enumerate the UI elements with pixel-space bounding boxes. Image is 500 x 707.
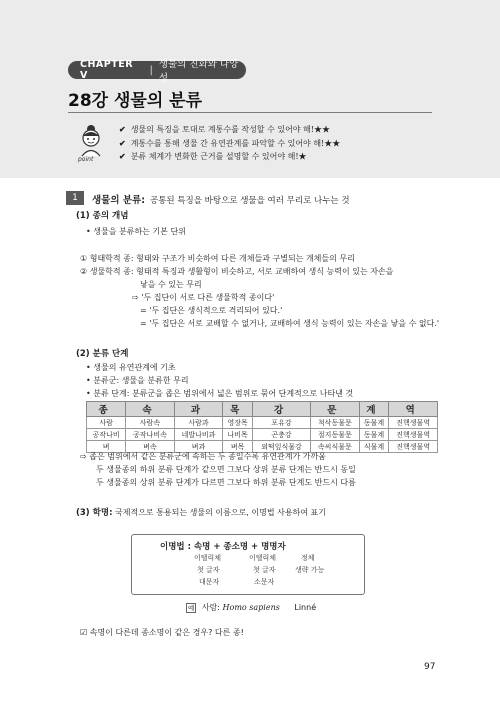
table-cell: 속씨식물문 bbox=[311, 441, 360, 453]
table-header-cell: 속 bbox=[126, 402, 175, 417]
table-cell: 진핵생물역 bbox=[389, 429, 438, 441]
table-cell: 벼목 bbox=[223, 441, 253, 453]
example-genus: Homo bbox=[222, 603, 247, 612]
stages-heading: (2) 분류 단계 bbox=[76, 349, 129, 359]
morphological-species: ① 형태학적 종: 형태와 구조가 비슷하여 다른 개체들과 구별되는 개체들의 무리 bbox=[80, 254, 355, 263]
concept-bullet: • 생물을 분류하는 기본 단위 bbox=[86, 227, 186, 236]
table-cell: 영장목 bbox=[223, 417, 253, 429]
point-label: point bbox=[78, 156, 94, 163]
chapter-title: 생물의 진화와 다양성 bbox=[158, 59, 239, 84]
question-line: ☑ 속명이 다른데 종소명이 같은 경우? 다른 종! bbox=[80, 628, 244, 637]
table-cell: 동물계 bbox=[359, 429, 389, 441]
binomial-note: 정체 bbox=[301, 554, 315, 562]
concept-heading: (1) 종의 개념 bbox=[76, 211, 129, 221]
species-eq-line: = '두 집단은 생식적으로 격리되어 있다.' bbox=[140, 306, 283, 315]
biological-species-cont: 낳을 수 있는 무리 bbox=[140, 280, 202, 289]
goal-item: ✔ 생물의 특징을 토대로 계통수를 작성할 수 있어야 해!★★ bbox=[119, 124, 331, 134]
binomial-example bbox=[186, 602, 316, 613]
scientific-name-heading: (3) 학명: bbox=[76, 508, 113, 518]
table-row bbox=[87, 429, 438, 441]
table-cell: 진핵생물역 bbox=[389, 441, 438, 453]
chapter-pill bbox=[68, 59, 246, 84]
table-cell: 식물계 bbox=[359, 441, 389, 453]
title-divider bbox=[68, 112, 432, 113]
point-character-icon bbox=[76, 123, 106, 157]
table-cell: 벼 bbox=[87, 441, 126, 453]
section-heading bbox=[92, 192, 350, 206]
table-cell: 벼과 bbox=[174, 441, 223, 453]
goal-item: ✔ 분류 체계가 변화한 근거를 설명할 수 있어야 해!★ bbox=[119, 151, 307, 161]
lesson-title: 28강 생물의 분류 bbox=[68, 91, 203, 111]
page-number: 97 bbox=[424, 662, 436, 672]
section-number: 1 bbox=[66, 191, 84, 205]
table-cell: 나비목 bbox=[223, 429, 253, 441]
example-label: 사람: bbox=[201, 603, 220, 612]
binomial-note: 이탤릭체 bbox=[249, 554, 277, 562]
chapter-label: CHAPTER Ⅴ bbox=[80, 59, 134, 81]
table-cell: 사람속 bbox=[126, 417, 175, 429]
section-definition: 공통된 특징을 바탕으로 생물을 여러 무리로 나누는 것 bbox=[150, 196, 350, 206]
binomial-note: 첫 글자 bbox=[197, 566, 220, 574]
check-icon: ✔ bbox=[119, 151, 126, 161]
species-arrow-line: ⇨ '두 집단이 서로 다른 생물학적 종이다' bbox=[132, 293, 275, 302]
binomial-note: 대문자 bbox=[199, 578, 220, 586]
section-title: 생물의 분류: bbox=[92, 195, 145, 206]
table-header-cell: 강 bbox=[253, 402, 311, 417]
scientific-name-line bbox=[76, 507, 326, 519]
classification-table bbox=[86, 401, 438, 453]
table-header-cell: 종 bbox=[87, 402, 126, 417]
stages-bullet: • 생물의 유연관계에 기초 bbox=[86, 363, 176, 372]
table-cell: 곤충강 bbox=[253, 429, 311, 441]
table-header-cell: 계 bbox=[359, 402, 389, 417]
table-cell: 절지동물문 bbox=[311, 429, 360, 441]
table-row bbox=[87, 417, 438, 429]
example-species: sapiens bbox=[249, 603, 280, 612]
learning-goals bbox=[119, 123, 340, 164]
binomial-note: 소문자 bbox=[254, 578, 275, 586]
binomial-note: 이탤릭체 bbox=[194, 554, 222, 562]
biological-species: ② 생물학적 종: 형태적 특징과 생활형이 비슷하고, 서로 교배하여 생식 능력이 있는 자손을 bbox=[80, 267, 394, 276]
goal-item: ✔ 계통수를 통해 생물 간 유연관계를 파악할 수 있어야 해!★★ bbox=[119, 137, 341, 148]
stages-note: 두 생물종의 상위 분류 단계가 다르면 그보다 하위 분류 단계도 반드시 다름 bbox=[96, 478, 356, 487]
table-cell: 포유강 bbox=[253, 417, 311, 429]
species-eq-line: = '두 집단은 서로 교배할 수 없거나, 교배하여 생식 능력이 있는 자손을 낳을 수 없다.' bbox=[140, 319, 440, 328]
example-author: Linné bbox=[294, 603, 317, 612]
table-cell: 공작나비속 bbox=[126, 429, 175, 441]
table-cell: 벼속 bbox=[126, 441, 175, 453]
table-cell: 외떡잎식물강 bbox=[253, 441, 311, 453]
table-header-cell: 목 bbox=[223, 402, 253, 417]
table-header-cell: 과 bbox=[174, 402, 223, 417]
table-cell: 척삭동물문 bbox=[311, 417, 360, 429]
binomial-note: 생략 가능 bbox=[295, 566, 325, 574]
table-header-row bbox=[87, 402, 438, 417]
stages-note: 두 생물종의 하위 분류 단계가 같으면 그보다 상위 분류 단계는 반드시 동일 bbox=[96, 465, 356, 474]
table-cell: 동물계 bbox=[359, 417, 389, 429]
scientific-name-text: 국제적으로 통용되는 생물의 이름으로, 이명법 사용하여 표기 bbox=[115, 508, 327, 517]
binomial-formula: 이명법 : 속명 + 종소명 + 명명자 bbox=[160, 542, 286, 552]
table-header-cell: 문 bbox=[311, 402, 360, 417]
check-icon: ✔ bbox=[119, 124, 126, 134]
chapter-separator: | bbox=[149, 64, 153, 76]
stages-note: ⇨ 좁은 범위에서 같은 분류군에 속하는 두 종일수록 유연관계가 가까움 bbox=[80, 452, 326, 461]
table-cell: 공작나비 bbox=[87, 429, 126, 441]
stages-bullet: • 분류 단계: 분류군을 좁은 범위에서 넓은 범위로 묶어 단계적으로 나타낸 것 bbox=[86, 389, 354, 398]
binomial-note: 첫 글자 bbox=[253, 566, 276, 574]
check-icon: ✔ bbox=[119, 137, 126, 148]
table-cell: 사람 bbox=[87, 417, 126, 429]
example-icon: 예 bbox=[188, 604, 195, 612]
stages-bullet: • 분류군: 생물을 분류한 무리 bbox=[86, 376, 189, 385]
table-cell: 네발나비과 bbox=[174, 429, 223, 441]
table-cell: 진핵생물역 bbox=[389, 417, 438, 429]
table-header-cell: 역 bbox=[389, 402, 438, 417]
table-cell: 사람과 bbox=[174, 417, 223, 429]
